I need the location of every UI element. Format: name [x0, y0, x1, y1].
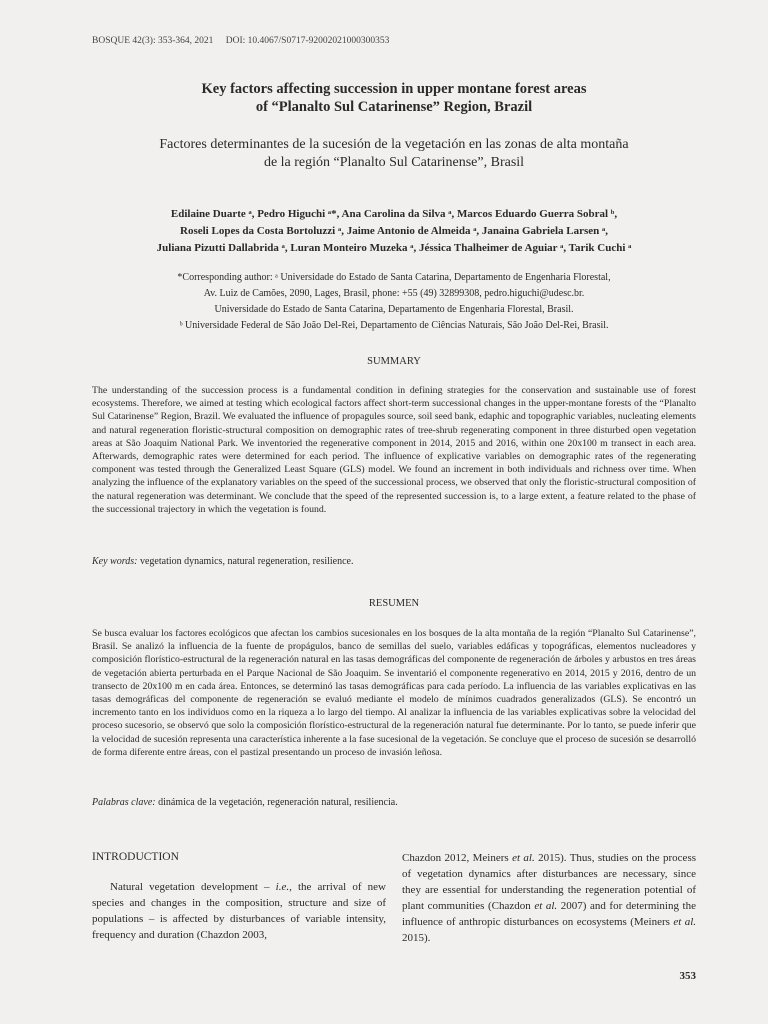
affiliation-line: ᵇ Universidade Federal de São João Del-Rei, Departamento de Ciências Naturais, São João Del-Rei, Brasil.	[179, 320, 609, 331]
keywords-label: Key words:	[92, 556, 138, 567]
intro-italic: et al.	[512, 852, 535, 864]
intro-text: 2015). Thus, studies on the process of vegetation dynamics after disturbances are necessary, since they are essential for understanding the regeneration potential of plant communities (Chazdon	[402, 852, 697, 912]
affiliation-line: Universidade do Estado de Santa Catarina, Departamento de Engenharia Florestal, Brasil.	[214, 304, 574, 315]
intro-italic: et al.	[673, 916, 697, 928]
intro-text: the arrival of new species and changes in the composition, structure and size of populations – is affected by disturbances of variable intensity, frequency and duration (Chazdon 2003,	[92, 881, 386, 941]
resumen-text: Se busca evaluar los factores ecológicos que afectan los cambios sucesionales en los bosques de la alta montaña de la región “Planalto Sul Catarinense”, Brasil. Se analizó la influencia de la fuente de propágulos, banco de semillas del suelo, variables edáficas y topográficas, elementos nucleadores y composición florístico-estructural de la regeneración natural en las tasas demográficas del componente de regeneración de árboles y arbustos en tres áreas de vegetación abierta perturbada en el Parque Nacional de São Joaquim. Se inventarió el componente regenerativo en 2014, 2015 y 2016, dentro de un transecto de 20x100 m en cada área. Entonces, se determinó las tasas demográficas para cada período. La influencia de las variables explicativas en las tasas demográficas del componente de regeneración se evaluó mediante el modelo de mínimos cuadrados generalizados (GLS). Se encontró un incremento tanto en los individuos como en la riqueza a lo largo del tiempo. Al analizar la influencia de las variables explicativas sobre la velocidad del proceso sucesorio, se observó que solo la composición florístico-estructural de la regeneración natural fue determinante. Por lo tanto, se puede inferir que la velocidad de sucesión representa una característica inherente a la fase sucesional de la vegetación. Se concluye que el proceso de sucesión se desarrolló de forma diferente entre áreas, con el pastizal presentando un proceso de invasión leñosa.	[92, 628, 696, 758]
palabras-clave-value: dinámica de la vegetación, regeneración natural, resiliencia.	[158, 797, 398, 808]
journal-citation: BOSQUE 42(3): 353-364, 2021	[92, 36, 214, 46]
title-spanish-line: Factores determinantes de la sucesión de la vegetación en las zonas de alta montaña	[159, 137, 629, 152]
intro-text: 2015).	[402, 932, 431, 944]
summary-text: The understanding of the succession process is a fundamental condition in defining strategies for the conservation and sustainable use of forest ecosystems. Therefore, we aimed at testing which ecological factors affect short-term successional changes in the upper-montane forests of the “Planalto Sul Catarinense” Region, Brazil. We evaluated the influence of propagules source, soil seed bank, edaphic and topographic variables, nucleating elements and natural regeneration floristic-structural composition on demographic rates of tree-shrub regenerating component in three disturbed open vegetation areas at São Joaquim National Park. We inventoried the regenerative component in 2014, 2015 and 2016, within one 20x100 m transect in each area. Afterwards, demographic rates were determined for each period. The influence of explicative variables on demographic rates of the regenerating component was tested through the Generalized Least Square (GLS) model. We found an increment in both individuals and richness over time. When analyzing the influence of the explanatory variables on the speed of the successional process, we observed that only the floristic-structural composition of the natural regeneration was determinant. We conclude that the speed of the represented succession is, to a large extent, a feature related to the phase of the successional trajectory in which the vegetation is found.	[92, 385, 696, 515]
introduction-left-column	[92, 879, 386, 943]
intro-italic: et al.	[534, 900, 558, 912]
title-spanish	[92, 136, 696, 172]
title-english-line: of “Planalto Sul Catarinense” Region, Brazil	[255, 99, 533, 115]
title-english	[92, 80, 696, 116]
title-english-line: Key factors affecting succession in upper montane forest areas	[201, 81, 587, 97]
author-list	[92, 206, 696, 257]
author-line: Edilaine Duarte ᵃ, Pedro Higuchi ᵃ*, Ana Carolina da Silva ᵃ, Marcos Eduardo Guerra Sobral ᵇ,	[170, 208, 618, 220]
intro-italic: i.e.,	[275, 881, 292, 893]
doi: DOI: 10.4067/S0717-92002021000300353	[225, 36, 390, 46]
author-line: Roseli Lopes da Costa Bortoluzzi ᵃ, Jaime Antonio de Almeida ᵃ, Janaina Gabriela Larsen ᵃ,	[180, 225, 608, 237]
page-number: 353	[679, 970, 696, 982]
intro-text: Natural vegetation development –	[110, 881, 276, 893]
author-line: Juliana Pizutti Dallabrida ᵃ, Luran Monteiro Muzeka ᵃ, Jéssica Thalheimer de Aguiar ᵃ, Tarik Cuchi ᵃ	[156, 242, 632, 254]
affiliations	[92, 270, 696, 334]
palabras-clave-label: Palabras clave:	[92, 797, 156, 808]
palabras-clave	[92, 797, 696, 808]
intro-text: 2007) and for determining the influence of anthropic disturbances on ecosystems (Meiners	[402, 900, 697, 928]
introduction-heading: INTRODUCTION	[92, 851, 179, 863]
resumen-heading: RESUMEN	[368, 598, 420, 609]
affiliation-line: Av. Luiz de Camões, 2090, Lages, Brasil, phone: +55 (49) 32899308, pedro.higuchi@udesc.br.	[203, 288, 585, 299]
running-header	[92, 36, 399, 46]
affiliation-line: *Corresponding author: ᵃ Universidade do Estado de Santa Catarina, Departamento de Engenharia Florestal,	[177, 272, 611, 283]
summary-heading: SUMMARY	[367, 356, 421, 367]
introduction-right-column	[402, 850, 696, 946]
keywords-value: vegetation dynamics, natural regeneration, resilience.	[139, 556, 354, 567]
keywords	[92, 556, 696, 567]
title-spanish-line: de la región “Planalto Sul Catarinense”, Brasil	[263, 155, 525, 170]
intro-text: Chazdon 2012, Meiners	[402, 852, 513, 864]
